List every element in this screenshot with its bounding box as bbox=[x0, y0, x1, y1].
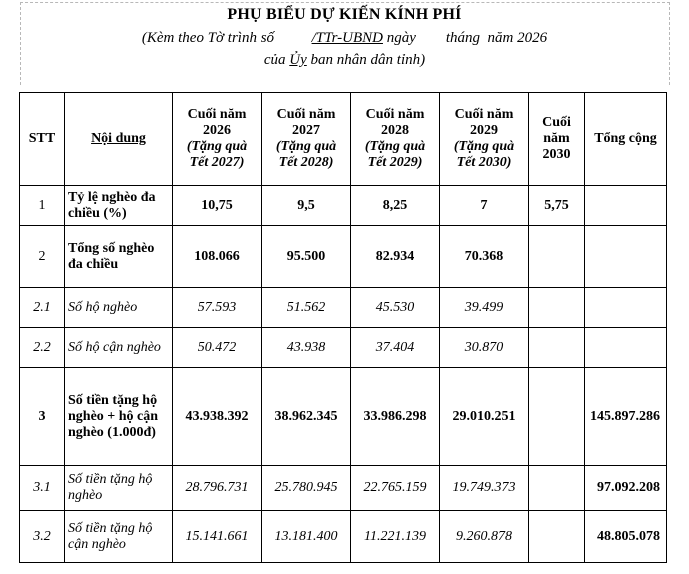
row-3-2-2028: 11.221.139 bbox=[351, 511, 440, 563]
budget-table bbox=[19, 92, 667, 563]
header-2029-year: Cuối năm 2029 bbox=[454, 107, 514, 138]
row-3-2-2030 bbox=[529, 511, 585, 563]
row-1-stt: 1 bbox=[20, 186, 65, 226]
row-3-2026: 43.938.392 bbox=[173, 368, 262, 466]
row-3-2028: 33.986.298 bbox=[351, 368, 440, 466]
row-3-2-stt: 3.2 bbox=[20, 511, 65, 563]
row-2-2-2028: 37.404 bbox=[351, 328, 440, 368]
row-2-1-total bbox=[585, 288, 667, 328]
row-2-1-2027: 51.562 bbox=[262, 288, 351, 328]
table-row bbox=[20, 186, 667, 226]
row-3-2-2029: 9.260.878 bbox=[440, 511, 529, 563]
row-2-2-2029: 30.870 bbox=[440, 328, 529, 368]
subtitle-1-part-b: /TTr-UBND bbox=[311, 30, 383, 46]
row-3-2030 bbox=[529, 368, 585, 466]
row-3-2027: 38.962.345 bbox=[262, 368, 351, 466]
row-2-2028: 82.934 bbox=[351, 226, 440, 288]
row-3-1-2028: 22.765.159 bbox=[351, 466, 440, 511]
row-1-2030: 5,75 bbox=[529, 186, 585, 226]
row-3-content: Số tiền tặng hộ nghèo + hộ cận nghèo (1.000đ) bbox=[65, 368, 173, 466]
row-3-1-2026: 28.796.731 bbox=[173, 466, 262, 511]
row-3-2-content: Số tiền tặng hộ cận nghèo bbox=[65, 511, 173, 563]
row-3-2-total: 48.805.078 bbox=[585, 511, 667, 563]
row-3-stt: 3 bbox=[20, 368, 65, 466]
row-1-2027: 9,5 bbox=[262, 186, 351, 226]
header-2027-note: (Tặng quà Tết 2028) bbox=[275, 139, 337, 170]
row-1-2028: 8,25 bbox=[351, 186, 440, 226]
row-2-1-2030 bbox=[529, 288, 585, 328]
row-2-2027: 95.500 bbox=[262, 226, 351, 288]
row-2-1-2029: 39.499 bbox=[440, 288, 529, 328]
row-3-1-2027: 25.780.945 bbox=[262, 466, 351, 511]
row-2-2-2030 bbox=[529, 328, 585, 368]
document-title: PHỤ BIỂU DỰ KIẾN KÍNH PHÍ bbox=[227, 6, 462, 23]
header-2030: Cuối năm 2030 bbox=[529, 93, 585, 186]
row-3-1-total: 97.092.208 bbox=[585, 466, 667, 511]
row-1-2026: 10,75 bbox=[173, 186, 262, 226]
row-2-2029: 70.368 bbox=[440, 226, 529, 288]
row-3-2-2026: 15.141.661 bbox=[173, 511, 262, 563]
row-2-2026: 108.066 bbox=[173, 226, 262, 288]
header-2028-year: Cuối năm 2028 bbox=[365, 107, 425, 138]
row-2-total bbox=[585, 226, 667, 288]
row-1-2029: 7 bbox=[440, 186, 529, 226]
table-row bbox=[20, 511, 667, 563]
header-stt: STT bbox=[20, 93, 65, 186]
subtitle-2-part-c: ban nhân dân tỉnh) bbox=[306, 52, 426, 68]
table-row bbox=[20, 226, 667, 288]
row-2-1-2026: 57.593 bbox=[173, 288, 262, 328]
row-2-2-total bbox=[585, 328, 667, 368]
subtitle-1-part-a: (Kèm theo Tờ trình số bbox=[141, 30, 312, 46]
row-1-total bbox=[585, 186, 667, 226]
table-row bbox=[20, 368, 667, 466]
header-2026-year: Cuối năm 2026 bbox=[187, 107, 247, 138]
row-2-content: Tổng số nghèo đa chiều bbox=[65, 226, 173, 288]
row-2-2-content: Số hộ cận nghèo bbox=[65, 328, 173, 368]
document-subtitle-line-1 bbox=[0, 30, 689, 47]
header-2029 bbox=[440, 93, 529, 186]
header-content bbox=[65, 93, 173, 186]
row-1-content: Tỷ lệ nghèo đa chiều (%) bbox=[65, 186, 173, 226]
row-2-2030 bbox=[529, 226, 585, 288]
table-row bbox=[20, 328, 667, 368]
row-2-2-2027: 43.938 bbox=[262, 328, 351, 368]
table-row bbox=[20, 466, 667, 511]
table-row bbox=[20, 288, 667, 328]
header-content-label: Nội dung bbox=[91, 131, 146, 146]
document-subtitle-line-2 bbox=[0, 52, 689, 69]
row-2-1-2028: 45.530 bbox=[351, 288, 440, 328]
table-header-row bbox=[20, 93, 667, 186]
header-2028-note: (Tặng quà Tết 2029) bbox=[364, 139, 426, 170]
row-3-2-2027: 13.181.400 bbox=[262, 511, 351, 563]
row-3-1-stt: 3.1 bbox=[20, 466, 65, 511]
header-2026 bbox=[173, 93, 262, 186]
header-total: Tổng cộng bbox=[585, 93, 667, 186]
row-3-1-content: Số tiền tặng hộ nghèo bbox=[65, 466, 173, 511]
row-3-total: 145.897.286 bbox=[585, 368, 667, 466]
row-2-1-content: Số hộ nghèo bbox=[65, 288, 173, 328]
subtitle-2-part-a: của bbox=[263, 52, 290, 68]
header-2028 bbox=[351, 93, 440, 186]
row-2-2-stt: 2.2 bbox=[20, 328, 65, 368]
subtitle-2-part-b: Ủy bbox=[289, 52, 307, 68]
row-2-2-2026: 50.472 bbox=[173, 328, 262, 368]
header-2027-year: Cuối năm 2027 bbox=[276, 107, 336, 138]
row-3-2029: 29.010.251 bbox=[440, 368, 529, 466]
row-3-1-2030 bbox=[529, 466, 585, 511]
header-2026-note: (Tặng quà Tết 2027) bbox=[186, 139, 248, 170]
header-2027 bbox=[262, 93, 351, 186]
header-2029-note: (Tặng quà Tết 2030) bbox=[453, 139, 515, 170]
row-2-stt: 2 bbox=[20, 226, 65, 288]
subtitle-1-part-c: ngày tháng năm 2026 bbox=[382, 30, 548, 46]
row-3-1-2029: 19.749.373 bbox=[440, 466, 529, 511]
row-2-1-stt: 2.1 bbox=[20, 288, 65, 328]
